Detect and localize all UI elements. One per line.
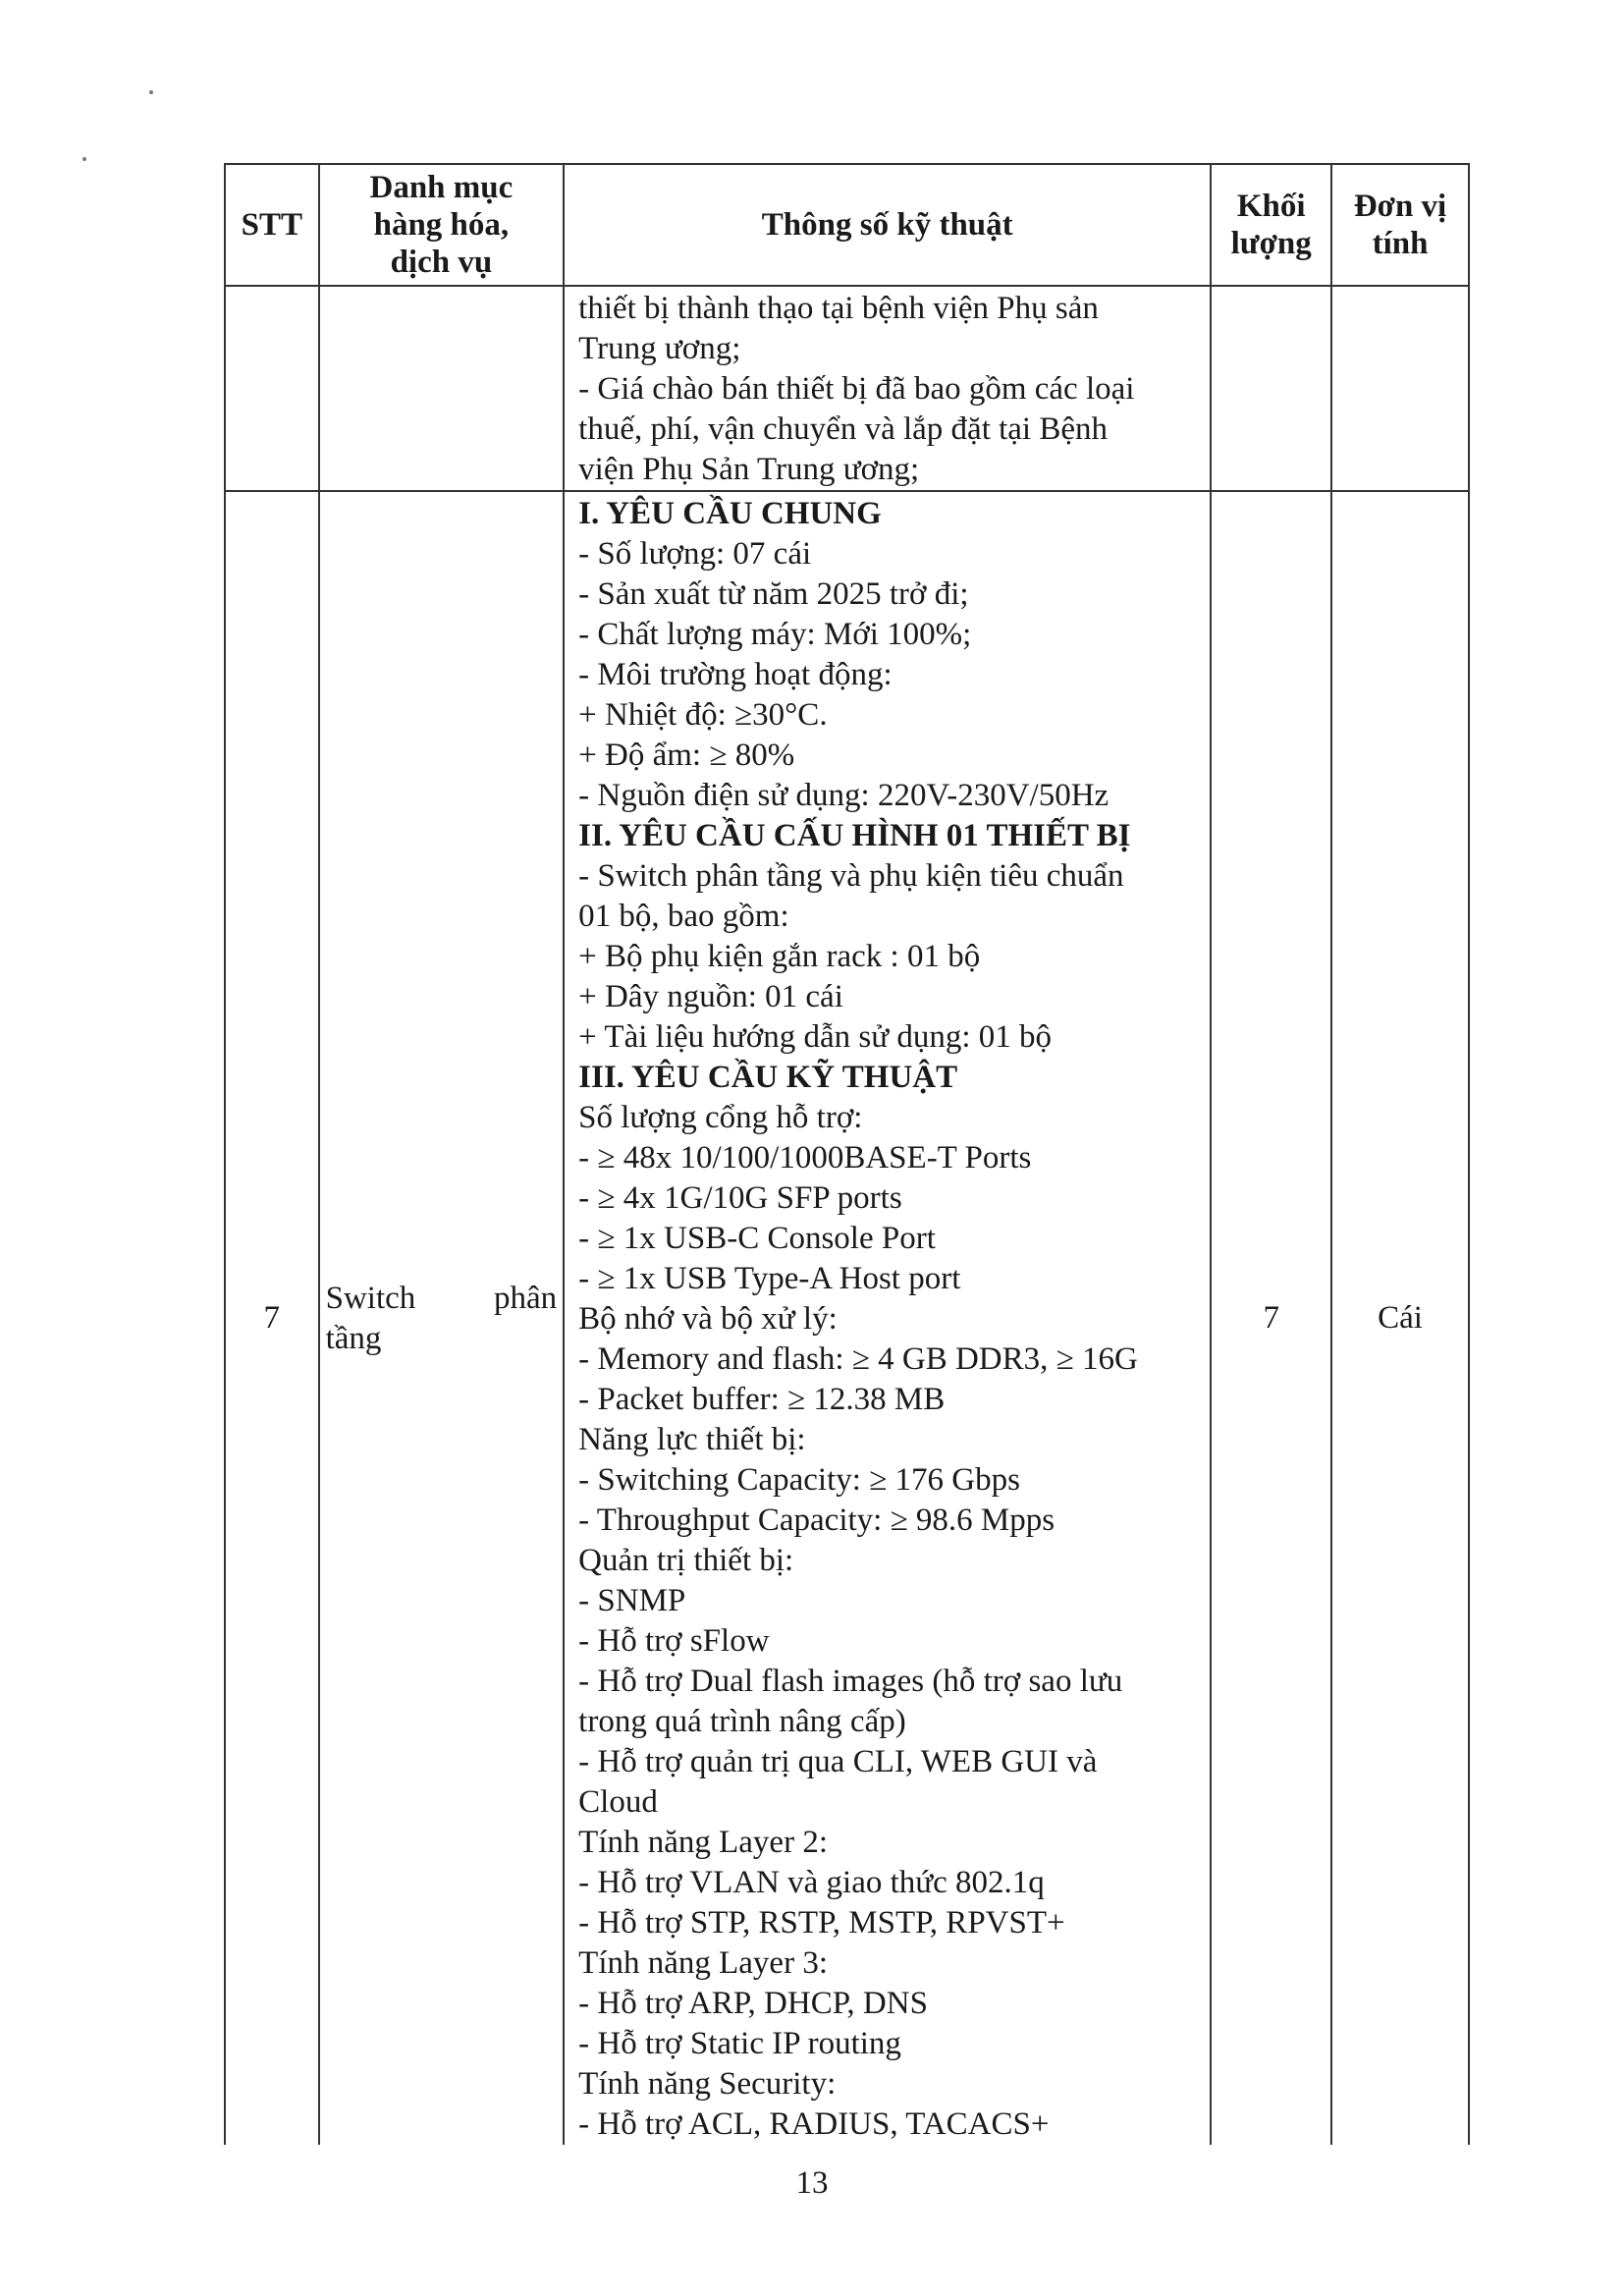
spec-line: - Hỗ trợ ACL, RADIUS, TACACS+ <box>578 2106 1050 2142</box>
spec-line: thuế, phí, vận chuyển và lắp đặt tại Bệnh <box>578 411 1109 447</box>
spec-line: - ≥ 48x 10/100/1000BASE-T Ports <box>578 1140 1032 1175</box>
header-stt: STT <box>225 164 319 286</box>
cell-unit-empty <box>1331 286 1469 491</box>
spec-line: - Hỗ trợ STP, RSTP, MSTP, RPVST+ <box>578 1905 1065 1941</box>
spec-line: - Số lượng: 07 cái <box>578 536 812 572</box>
header-qty-line: lượng <box>1230 226 1312 261</box>
header-unit-line: tính <box>1372 226 1429 261</box>
header-name <box>319 164 565 286</box>
spec-line: - Throughput Capacity: ≥ 98.6 Mpps <box>578 1503 1056 1538</box>
spec-line: - Memory and flash: ≥ 4 GB DDR3, ≥ 16G <box>578 1341 1138 1377</box>
header-qty-line: Khối <box>1236 189 1306 224</box>
spec-line: - Hỗ trợ sFlow <box>578 1623 770 1659</box>
spec-line: Tính năng Layer 3: <box>578 1945 828 1981</box>
spec-section-heading: III. YÊU CẦU KỸ THUẬT <box>578 1060 958 1095</box>
header-qty <box>1211 164 1331 286</box>
spec-line: Quản trị thiết bị: <box>578 1543 794 1578</box>
spec-line: Trung ương; <box>578 331 741 366</box>
item-name-line <box>326 1279 558 1319</box>
spec-line: trong quá trình nâng cấp) <box>578 1704 906 1739</box>
spec-line: Bộ nhớ và bộ xử lý: <box>578 1301 838 1337</box>
spec-table <box>224 163 1470 2145</box>
cell-unit: Cái <box>1331 491 1469 2145</box>
spec-line: - Switching Capacity: ≥ 176 Gbps <box>578 1462 1020 1498</box>
header-name-line: Danh mục <box>369 170 514 205</box>
table-row-item-7 <box>225 491 1469 2145</box>
spec-section-heading: I. YÊU CẦU CHUNG <box>578 496 882 531</box>
spec-line: - Sản xuất từ năm 2025 trở đi; <box>578 576 969 612</box>
spec-line: thiết bị thành thạo tại bệnh viện Phụ sản <box>578 291 1099 326</box>
spec-line: viện Phụ Sản Trung ương; <box>578 452 920 487</box>
cell-spec <box>564 491 1211 2145</box>
scan-speck <box>149 90 153 94</box>
spec-line: + Nhiệt độ: ≥30°C. <box>578 697 828 733</box>
spec-line: Cloud <box>578 1784 658 1820</box>
page-number: 13 <box>795 2165 829 2201</box>
spec-line: - Switch phân tầng và phụ kiện tiêu chuẩn <box>578 858 1124 894</box>
spec-line: - SNMP <box>578 1583 686 1618</box>
cell-spec-continued <box>564 286 1211 491</box>
spec-line: - ≥ 1x USB-C Console Port <box>578 1221 936 1256</box>
item-name-word: phân <box>494 1280 558 1316</box>
spec-line: - ≥ 4x 1G/10G SFP ports <box>578 1180 902 1216</box>
spec-line: - Hỗ trợ Dual flash images (hỗ trợ sao lưu <box>578 1664 1123 1699</box>
spec-line: Số lượng cổng hỗ trợ: <box>578 1100 863 1135</box>
spec-line: - Hỗ trợ ARP, DHCP, DNS <box>578 1986 928 2021</box>
spec-line: - Hỗ trợ quản trị qua CLI, WEB GUI và <box>578 1744 1098 1779</box>
spec-line: + Độ ẩm: ≥ 80% <box>578 738 795 773</box>
header-unit-line: Đơn vị <box>1353 189 1447 224</box>
header-unit <box>1331 164 1469 286</box>
cell-stt-empty <box>225 286 319 491</box>
spec-section-heading: II. YÊU CẦU CẤU HÌNH 01 THIẾT BỊ <box>578 818 1131 853</box>
scan-speck <box>82 157 86 161</box>
spec-line: - Chất lượng máy: Mới 100%; <box>578 617 972 652</box>
spec-line: Năng lực thiết bị: <box>578 1422 806 1457</box>
table-row-continued <box>225 286 1469 491</box>
cell-stt: 7 <box>225 491 319 2145</box>
spec-line: 01 bộ, bao gồm: <box>578 899 789 934</box>
spec-line: + Dây nguồn: 01 cái <box>578 979 843 1014</box>
spec-line: - Packet buffer: ≥ 12.38 MB <box>578 1382 946 1417</box>
header-name-line: dịch vụ <box>390 245 493 280</box>
cell-name-empty <box>319 286 565 491</box>
table-header-row <box>225 164 1469 286</box>
spec-line: + Tài liệu hướng dẫn sử dụng: 01 bộ <box>578 1019 1053 1055</box>
item-name-line: tầng <box>325 1320 382 1356</box>
spec-line: Tính năng Layer 2: <box>578 1825 828 1860</box>
cell-item-name <box>319 491 565 2145</box>
spec-line: - Môi trường hoạt động: <box>578 657 893 692</box>
spec-line: - Hỗ trợ VLAN và giao thức 802.1q <box>578 1865 1045 1900</box>
item-name-word: Switch <box>325 1280 416 1316</box>
spec-line: - Giá chào bán thiết bị đã bao gồm các loại <box>578 371 1135 407</box>
spec-line: + Bộ phụ kiện gắn rack : 01 bộ <box>578 939 981 974</box>
cell-qty: 7 <box>1211 491 1331 2145</box>
header-spec: Thông số kỹ thuật <box>564 164 1211 286</box>
spec-line: - Nguồn điện sử dụng: 220V-230V/50Hz <box>578 778 1110 813</box>
spec-line: Tính năng Security: <box>578 2066 837 2102</box>
spec-line: - Hỗ trợ Static IP routing <box>578 2026 901 2061</box>
cell-qty-empty <box>1211 286 1331 491</box>
header-name-line: hàng hóa, <box>373 207 510 243</box>
spec-line: - ≥ 1x USB Type-A Host port <box>578 1261 961 1296</box>
